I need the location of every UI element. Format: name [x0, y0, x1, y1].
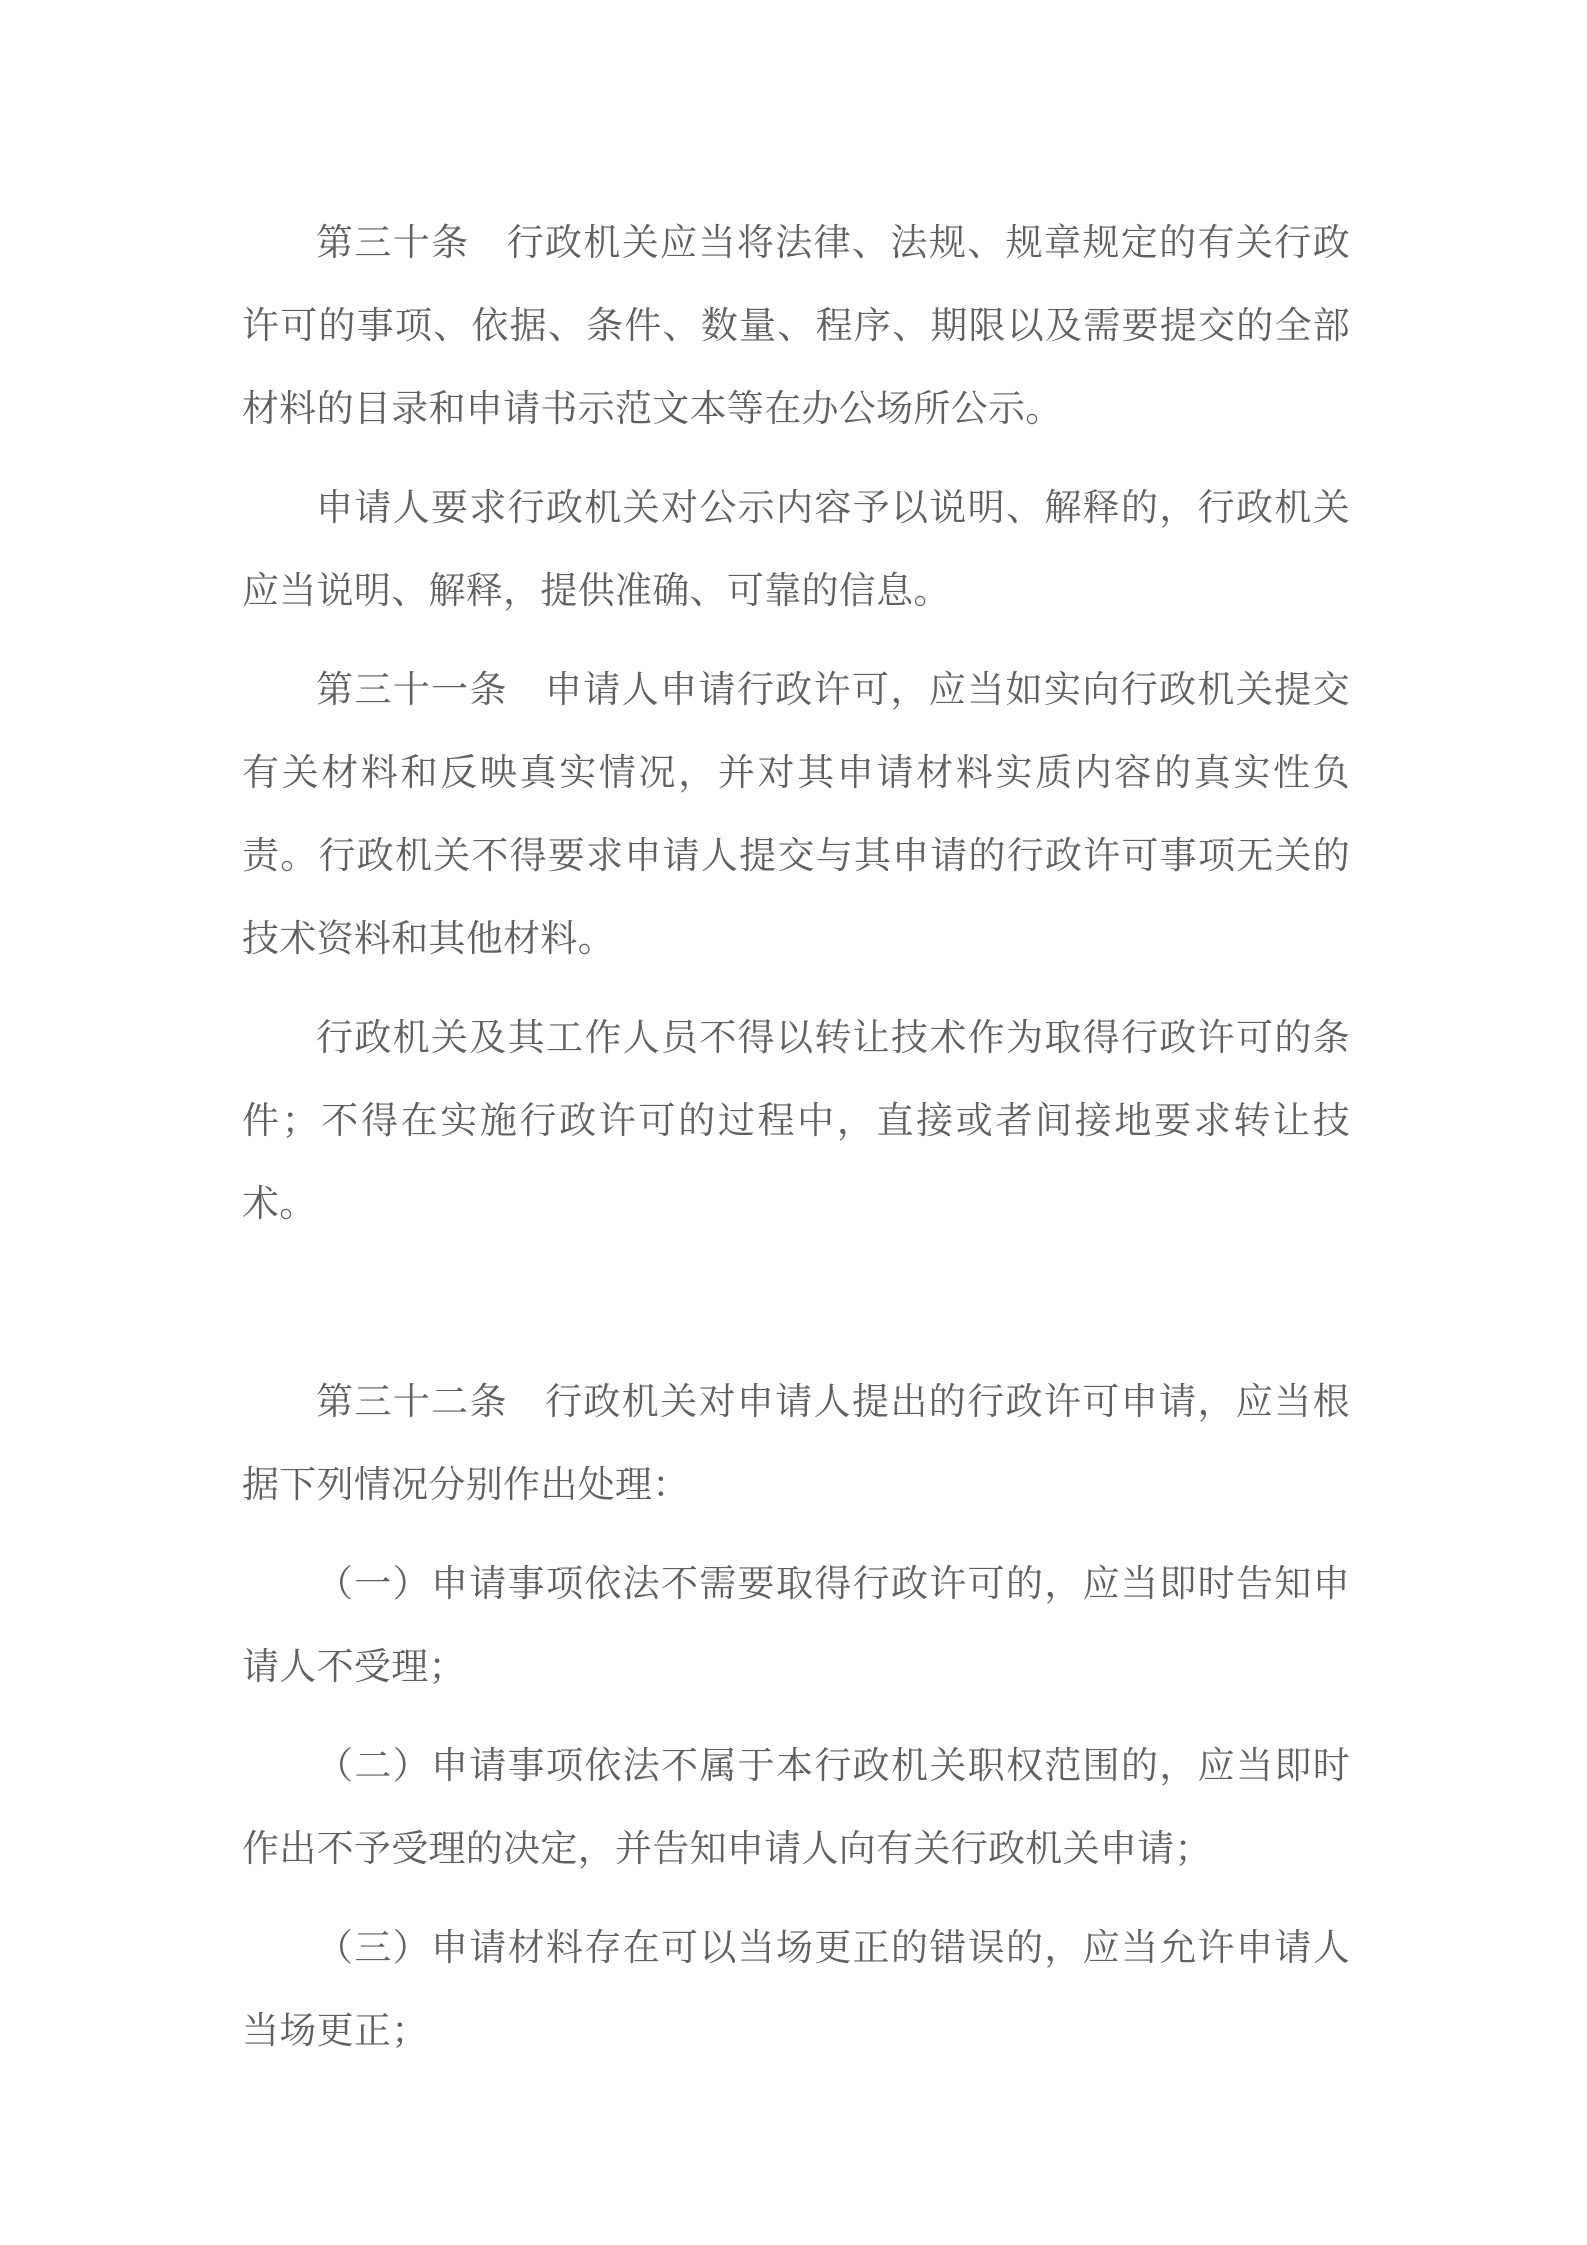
paragraph-text: 行政机关对申请人提出的行政许可申请，应当根据下列情况分别作出处理：	[242, 1380, 1350, 1506]
article-number: 第三十条	[316, 221, 470, 264]
article-30-paragraph	[242, 201, 1350, 450]
paragraph-text: 行政机关及其工作人员不得以转让技术作为取得行政许可的条件；不得在实施行政许可的过程中，直接或者间接地要求转让技术。	[242, 1016, 1350, 1225]
paragraph-text: （一）申请事项依法不需要取得行政许可的，应当即时告知申请人不受理；	[242, 1562, 1350, 1688]
paragraph-text: 申请人要求行政机关对公示内容予以说明、解释的，行政机关应当说明、解释，提供准确、可靠的信息。	[242, 486, 1350, 612]
article-30-clause-2-paragraph	[242, 466, 1350, 632]
article-32-item-3	[242, 1906, 1350, 2072]
article-32-item-2	[242, 1724, 1350, 1890]
paragraph-text: 申请人申请行政许可，应当如实向行政机关提交有关材料和反映真实情况，并对其申请材料实质内容的真实性负责。行政机关不得要求申请人提交与其申请的行政许可事项无关的技术资料和其他材料。	[242, 668, 1350, 960]
article-31-paragraph	[242, 648, 1350, 980]
article-31-clause-2-paragraph	[242, 996, 1350, 1245]
paragraph-text: 行政机关应当将法律、法规、规章规定的有关行政许可的事项、依据、条件、数量、程序、期限以及需要提交的全部材料的目录和申请书示范文本等在办公场所公示。	[242, 221, 1350, 430]
document-page	[242, 201, 1350, 2088]
paragraph-text: （二）申请事项依法不属于本行政机关职权范围的，应当即时作出不予受理的决定，并告知申请人向有关行政机关申请；	[242, 1744, 1350, 1870]
article-number: 第三十一条	[316, 668, 508, 711]
article-number: 第三十二条	[316, 1380, 508, 1423]
article-32-paragraph	[242, 1360, 1350, 1526]
paragraph-text: （三）申请材料存在可以当场更正的错误的，应当允许申请人当场更正；	[242, 1926, 1350, 2052]
article-32-item-1	[242, 1542, 1350, 1708]
blank-paragraph	[242, 1261, 1350, 1344]
